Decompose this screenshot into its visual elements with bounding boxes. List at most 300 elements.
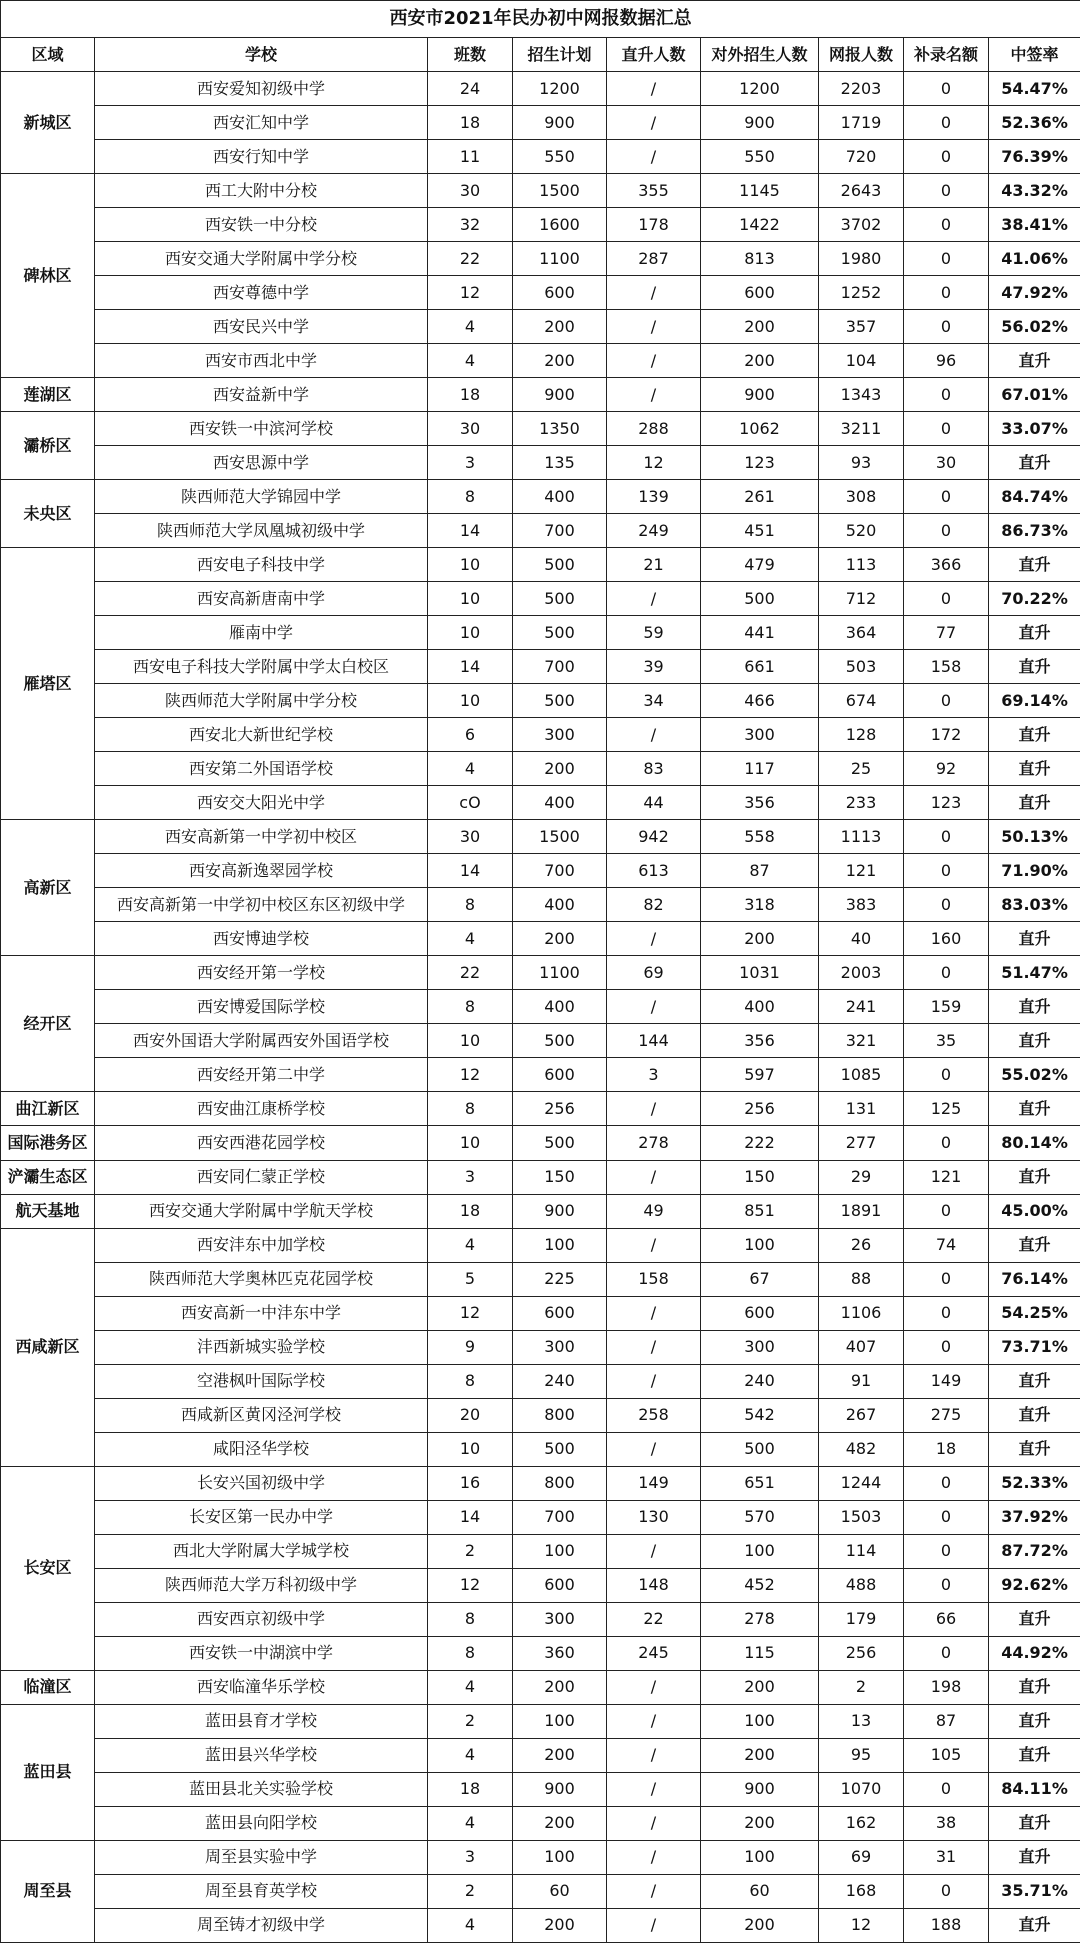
- cell-district: 国际港务区: [1, 1126, 95, 1160]
- table-row: [1, 72, 1080, 106]
- cell-school: 陕西师范大学凤凰城初级中学: [95, 514, 428, 548]
- cell-supplement: 149: [904, 1364, 989, 1398]
- cell-rate: 直升: [989, 1806, 1080, 1840]
- cell-external: 87: [701, 854, 819, 888]
- cell-applicants: 267: [819, 1398, 904, 1432]
- table-row: [1, 820, 1080, 854]
- cell-external: 123: [701, 446, 819, 480]
- cell-applicants: 233: [819, 786, 904, 820]
- cell-direct: 21: [607, 548, 701, 582]
- cell-direct: /: [607, 1534, 701, 1568]
- cell-direct: 49: [607, 1194, 701, 1228]
- cell-plan: 135: [513, 446, 607, 480]
- table-row: [1, 548, 1080, 582]
- cell-external: 441: [701, 616, 819, 650]
- cell-district: 经开区: [1, 956, 95, 1092]
- cell-rate: 54.47%: [989, 72, 1080, 106]
- cell-direct: 144: [607, 1024, 701, 1058]
- cell-rate: 直升: [989, 990, 1080, 1024]
- cell-school: 西安益新中学: [95, 378, 428, 412]
- cell-supplement: 0: [904, 174, 989, 208]
- table-row: [1, 922, 1080, 956]
- cell-external: 851: [701, 1194, 819, 1228]
- cell-supplement: 0: [904, 582, 989, 616]
- cell-applicants: 1891: [819, 1194, 904, 1228]
- cell-classes: 10: [428, 1432, 513, 1466]
- cell-school: 西安博迪学校: [95, 922, 428, 956]
- table-row: [1, 174, 1080, 208]
- table-row: [1, 1058, 1080, 1092]
- table-row: [1, 412, 1080, 446]
- table-row: [1, 616, 1080, 650]
- cell-applicants: 1343: [819, 378, 904, 412]
- cell-classes: 12: [428, 1568, 513, 1602]
- cell-supplement: 0: [904, 956, 989, 990]
- cell-classes: 4: [428, 344, 513, 378]
- cell-supplement: 0: [904, 480, 989, 514]
- cell-school: 西安行知中学: [95, 140, 428, 174]
- table-row: [1, 514, 1080, 548]
- cell-school: 西安电子科技大学附属中学太白校区: [95, 650, 428, 684]
- cell-plan: 200: [513, 922, 607, 956]
- table-row: [1, 1330, 1080, 1364]
- cell-rate: 37.92%: [989, 1500, 1080, 1534]
- cell-plan: 256: [513, 1092, 607, 1126]
- cell-supplement: 0: [904, 276, 989, 310]
- cell-plan: 700: [513, 854, 607, 888]
- cell-external: 479: [701, 548, 819, 582]
- cell-plan: 600: [513, 1568, 607, 1602]
- cell-external: 200: [701, 1806, 819, 1840]
- cell-plan: 800: [513, 1398, 607, 1432]
- cell-plan: 1100: [513, 242, 607, 276]
- cell-direct: 158: [607, 1262, 701, 1296]
- table-body: [1, 72, 1080, 1943]
- cell-applicants: 2003: [819, 956, 904, 990]
- cell-supplement: 87: [904, 1704, 989, 1738]
- cell-school: 雁南中学: [95, 616, 428, 650]
- cell-external: 466: [701, 684, 819, 718]
- cell-applicants: 321: [819, 1024, 904, 1058]
- cell-supplement: 105: [904, 1738, 989, 1772]
- cell-rate: 56.02%: [989, 310, 1080, 344]
- cell-applicants: 308: [819, 480, 904, 514]
- cell-external: 356: [701, 786, 819, 820]
- cell-external: 600: [701, 1296, 819, 1330]
- cell-school: 蓝田县北关实验学校: [95, 1772, 428, 1806]
- header-district: 区域: [1, 38, 95, 72]
- cell-classes: 8: [428, 990, 513, 1024]
- cell-direct: /: [607, 1704, 701, 1738]
- cell-rate: 直升: [989, 650, 1080, 684]
- cell-plan: 1600: [513, 208, 607, 242]
- table-row: [1, 1840, 1080, 1874]
- cell-school: 西安经开第一学校: [95, 956, 428, 990]
- cell-rate: 直升: [989, 718, 1080, 752]
- table-row: [1, 1228, 1080, 1262]
- cell-classes: 2: [428, 1874, 513, 1908]
- header-supplement: 补录名额: [904, 38, 989, 72]
- cell-school: 西安铁一中湖滨中学: [95, 1636, 428, 1670]
- cell-direct: /: [607, 1160, 701, 1194]
- cell-supplement: 0: [904, 72, 989, 106]
- cell-direct: 130: [607, 1500, 701, 1534]
- cell-classes: 6: [428, 718, 513, 752]
- cell-district: 碑林区: [1, 174, 95, 378]
- cell-direct: 278: [607, 1126, 701, 1160]
- cell-plan: 150: [513, 1160, 607, 1194]
- cell-rate: 70.22%: [989, 582, 1080, 616]
- cell-rate: 47.92%: [989, 276, 1080, 310]
- cell-supplement: 0: [904, 888, 989, 922]
- cell-classes: 16: [428, 1466, 513, 1500]
- cell-school: 西安同仁蒙正学校: [95, 1160, 428, 1194]
- cell-rate: 直升: [989, 446, 1080, 480]
- table-row: [1, 990, 1080, 1024]
- cell-plan: 400: [513, 990, 607, 1024]
- cell-external: 67: [701, 1262, 819, 1296]
- table-row: [1, 1636, 1080, 1670]
- cell-direct: 44: [607, 786, 701, 820]
- cell-district: 周至县: [1, 1840, 95, 1942]
- cell-plan: 900: [513, 106, 607, 140]
- table-row: [1, 106, 1080, 140]
- table-row: [1, 1466, 1080, 1500]
- cell-applicants: 357: [819, 310, 904, 344]
- cell-external: 240: [701, 1364, 819, 1398]
- header-applicants: 网报人数: [819, 38, 904, 72]
- cell-classes: 18: [428, 106, 513, 140]
- cell-supplement: 0: [904, 514, 989, 548]
- cell-applicants: 482: [819, 1432, 904, 1466]
- table-row: [1, 1874, 1080, 1908]
- cell-external: 661: [701, 650, 819, 684]
- table-row: [1, 1296, 1080, 1330]
- cell-applicants: 13: [819, 1704, 904, 1738]
- cell-classes: 2: [428, 1704, 513, 1738]
- cell-classes: 11: [428, 140, 513, 174]
- cell-plan: 700: [513, 514, 607, 548]
- cell-external: 500: [701, 582, 819, 616]
- cell-supplement: 0: [904, 1466, 989, 1500]
- cell-supplement: 35: [904, 1024, 989, 1058]
- cell-applicants: 25: [819, 752, 904, 786]
- cell-direct: /: [607, 1738, 701, 1772]
- cell-external: 558: [701, 820, 819, 854]
- cell-applicants: 488: [819, 1568, 904, 1602]
- cell-plan: 200: [513, 1738, 607, 1772]
- cell-plan: 400: [513, 888, 607, 922]
- cell-applicants: 277: [819, 1126, 904, 1160]
- cell-direct: 245: [607, 1636, 701, 1670]
- cell-external: 356: [701, 1024, 819, 1058]
- cell-direct: /: [607, 922, 701, 956]
- cell-school: 西安交大阳光中学: [95, 786, 428, 820]
- cell-supplement: 0: [904, 310, 989, 344]
- cell-classes: 32: [428, 208, 513, 242]
- cell-applicants: 1244: [819, 1466, 904, 1500]
- cell-applicants: 1503: [819, 1500, 904, 1534]
- cell-external: 100: [701, 1228, 819, 1262]
- cell-classes: 18: [428, 1772, 513, 1806]
- cell-district: 未央区: [1, 480, 95, 548]
- cell-supplement: 0: [904, 1058, 989, 1092]
- cell-direct: 22: [607, 1602, 701, 1636]
- cell-classes: 30: [428, 820, 513, 854]
- cell-supplement: 160: [904, 922, 989, 956]
- cell-applicants: 128: [819, 718, 904, 752]
- cell-direct: /: [607, 276, 701, 310]
- cell-supplement: 0: [904, 378, 989, 412]
- cell-supplement: 125: [904, 1092, 989, 1126]
- cell-direct: 82: [607, 888, 701, 922]
- cell-applicants: 1113: [819, 820, 904, 854]
- cell-school: 陕西师范大学万科初级中学: [95, 1568, 428, 1602]
- cell-classes: 8: [428, 1636, 513, 1670]
- cell-direct: /: [607, 106, 701, 140]
- cell-applicants: 3702: [819, 208, 904, 242]
- cell-classes: 10: [428, 1126, 513, 1160]
- cell-school: 西安沣东中加学校: [95, 1228, 428, 1262]
- cell-applicants: 1070: [819, 1772, 904, 1806]
- cell-school: 西安临潼华乐学校: [95, 1670, 428, 1704]
- cell-applicants: 520: [819, 514, 904, 548]
- cell-plan: 225: [513, 1262, 607, 1296]
- cell-plan: 60: [513, 1874, 607, 1908]
- cell-classes: 14: [428, 1500, 513, 1534]
- cell-school: 西安博爱国际学校: [95, 990, 428, 1024]
- cell-direct: 34: [607, 684, 701, 718]
- cell-classes: 12: [428, 1058, 513, 1092]
- cell-applicants: 104: [819, 344, 904, 378]
- cell-applicants: 674: [819, 684, 904, 718]
- cell-external: 651: [701, 1466, 819, 1500]
- cell-district: 航天基地: [1, 1194, 95, 1228]
- table-row: [1, 752, 1080, 786]
- cell-applicants: 2643: [819, 174, 904, 208]
- cell-rate: 52.33%: [989, 1466, 1080, 1500]
- cell-school: 周至铸才初级中学: [95, 1908, 428, 1942]
- cell-supplement: 0: [904, 1772, 989, 1806]
- cell-applicants: 29: [819, 1160, 904, 1194]
- cell-direct: /: [607, 1772, 701, 1806]
- cell-classes: 10: [428, 684, 513, 718]
- cell-rate: 直升: [989, 1398, 1080, 1432]
- cell-school: 西安高新第一中学初中校区东区初级中学: [95, 888, 428, 922]
- table-row: [1, 1194, 1080, 1228]
- cell-plan: 600: [513, 276, 607, 310]
- cell-plan: 500: [513, 1024, 607, 1058]
- cell-district: 长安区: [1, 1466, 95, 1670]
- cell-rate: 直升: [989, 922, 1080, 956]
- cell-supplement: 96: [904, 344, 989, 378]
- table-row: [1, 208, 1080, 242]
- cell-applicants: 256: [819, 1636, 904, 1670]
- cell-supplement: 18: [904, 1432, 989, 1466]
- cell-supplement: 0: [904, 1568, 989, 1602]
- cell-direct: /: [607, 582, 701, 616]
- cell-external: 1031: [701, 956, 819, 990]
- cell-supplement: 158: [904, 650, 989, 684]
- cell-rate: 84.74%: [989, 480, 1080, 514]
- cell-school: 西安高新逸翠园学校: [95, 854, 428, 888]
- cell-plan: 100: [513, 1534, 607, 1568]
- header-external: 对外招生人数: [701, 38, 819, 72]
- header-row: [1, 38, 1080, 72]
- cell-classes: 9: [428, 1330, 513, 1364]
- cell-classes: 8: [428, 1602, 513, 1636]
- table-row: [1, 446, 1080, 480]
- cell-supplement: 123: [904, 786, 989, 820]
- cell-rate: 直升: [989, 616, 1080, 650]
- table-row: [1, 1704, 1080, 1738]
- cell-direct: /: [607, 718, 701, 752]
- cell-direct: 149: [607, 1466, 701, 1500]
- cell-classes: 12: [428, 276, 513, 310]
- cell-direct: /: [607, 1296, 701, 1330]
- cell-school: 咸阳泾华学校: [95, 1432, 428, 1466]
- cell-plan: 500: [513, 684, 607, 718]
- cell-school: 沣西新城实验学校: [95, 1330, 428, 1364]
- cell-district: 雁塔区: [1, 548, 95, 820]
- cell-supplement: 0: [904, 1636, 989, 1670]
- cell-supplement: 0: [904, 854, 989, 888]
- cell-school: 西咸新区黄冈泾河学校: [95, 1398, 428, 1432]
- cell-applicants: 40: [819, 922, 904, 956]
- cell-rate: 51.47%: [989, 956, 1080, 990]
- cell-school: 西安高新一中沣东中学: [95, 1296, 428, 1330]
- cell-plan: 700: [513, 1500, 607, 1534]
- cell-applicants: 88: [819, 1262, 904, 1296]
- cell-school: 西安西港花园学校: [95, 1126, 428, 1160]
- cell-direct: /: [607, 344, 701, 378]
- cell-plan: 500: [513, 548, 607, 582]
- cell-direct: 148: [607, 1568, 701, 1602]
- cell-school: 西安交通大学附属中学航天学校: [95, 1194, 428, 1228]
- cell-plan: 400: [513, 786, 607, 820]
- cell-supplement: 0: [904, 1330, 989, 1364]
- cell-external: 570: [701, 1500, 819, 1534]
- cell-plan: 1200: [513, 72, 607, 106]
- cell-rate: 67.01%: [989, 378, 1080, 412]
- cell-school: 西安思源中学: [95, 446, 428, 480]
- cell-classes: 8: [428, 888, 513, 922]
- cell-district: 莲湖区: [1, 378, 95, 412]
- cell-supplement: 0: [904, 106, 989, 140]
- cell-classes: 4: [428, 1670, 513, 1704]
- cell-school: 西安北大新世纪学校: [95, 718, 428, 752]
- cell-external: 200: [701, 1908, 819, 1942]
- cell-classes: 3: [428, 1840, 513, 1874]
- table-row: [1, 1602, 1080, 1636]
- cell-rate: 直升: [989, 1092, 1080, 1126]
- table-row: [1, 956, 1080, 990]
- cell-external: 100: [701, 1704, 819, 1738]
- cell-external: 1145: [701, 174, 819, 208]
- cell-plan: 200: [513, 344, 607, 378]
- cell-supplement: 0: [904, 1262, 989, 1296]
- table-row: [1, 1432, 1080, 1466]
- cell-supplement: 0: [904, 1534, 989, 1568]
- cell-direct: /: [607, 72, 701, 106]
- cell-supplement: 198: [904, 1670, 989, 1704]
- cell-school: 陕西师范大学附属中学分校: [95, 684, 428, 718]
- cell-school: 周至县育英学校: [95, 1874, 428, 1908]
- cell-district: 临潼区: [1, 1670, 95, 1704]
- table-row: [1, 1568, 1080, 1602]
- cell-plan: 600: [513, 1058, 607, 1092]
- cell-direct: 613: [607, 854, 701, 888]
- cell-classes: 10: [428, 548, 513, 582]
- cell-direct: /: [607, 140, 701, 174]
- cell-external: 300: [701, 718, 819, 752]
- cell-supplement: 0: [904, 684, 989, 718]
- cell-rate: 直升: [989, 1602, 1080, 1636]
- cell-rate: 50.13%: [989, 820, 1080, 854]
- cell-school: 西安曲江康桥学校: [95, 1092, 428, 1126]
- cell-direct: 355: [607, 174, 701, 208]
- header-classes: 班数: [428, 38, 513, 72]
- cell-school: 蓝田县向阳学校: [95, 1806, 428, 1840]
- cell-external: 500: [701, 1432, 819, 1466]
- header-rate: 中签率: [989, 38, 1080, 72]
- cell-classes: cO: [428, 786, 513, 820]
- cell-rate: 直升: [989, 1024, 1080, 1058]
- cell-rate: 直升: [989, 752, 1080, 786]
- table-row: [1, 1670, 1080, 1704]
- header-plan: 招生计划: [513, 38, 607, 72]
- cell-applicants: 168: [819, 1874, 904, 1908]
- cell-plan: 100: [513, 1840, 607, 1874]
- cell-external: 600: [701, 276, 819, 310]
- cell-plan: 900: [513, 1194, 607, 1228]
- cell-classes: 8: [428, 1092, 513, 1126]
- cell-plan: 400: [513, 480, 607, 514]
- cell-school: 西安爱知初级中学: [95, 72, 428, 106]
- cell-external: 542: [701, 1398, 819, 1432]
- cell-direct: /: [607, 1330, 701, 1364]
- cell-direct: /: [607, 1228, 701, 1262]
- cell-plan: 900: [513, 378, 607, 412]
- cell-external: 200: [701, 1738, 819, 1772]
- cell-school: 长安兴国初级中学: [95, 1466, 428, 1500]
- cell-rate: 直升: [989, 548, 1080, 582]
- cell-direct: /: [607, 1364, 701, 1398]
- cell-supplement: 0: [904, 820, 989, 854]
- cell-direct: /: [607, 1432, 701, 1466]
- cell-external: 550: [701, 140, 819, 174]
- cell-applicants: 93: [819, 446, 904, 480]
- cell-direct: /: [607, 1840, 701, 1874]
- cell-external: 100: [701, 1840, 819, 1874]
- table-row: [1, 140, 1080, 174]
- cell-plan: 300: [513, 1330, 607, 1364]
- cell-direct: /: [607, 990, 701, 1024]
- cell-school: 西安高新唐南中学: [95, 582, 428, 616]
- cell-plan: 300: [513, 1602, 607, 1636]
- cell-supplement: 0: [904, 242, 989, 276]
- cell-district: 曲江新区: [1, 1092, 95, 1126]
- cell-rate: 38.41%: [989, 208, 1080, 242]
- cell-classes: 10: [428, 616, 513, 650]
- cell-school: 陕西师范大学奥林匹克花园学校: [95, 1262, 428, 1296]
- table-row: [1, 1160, 1080, 1194]
- cell-school: 西安尊德中学: [95, 276, 428, 310]
- cell-supplement: 38: [904, 1806, 989, 1840]
- cell-classes: 18: [428, 1194, 513, 1228]
- cell-rate: 44.92%: [989, 1636, 1080, 1670]
- table-row: [1, 650, 1080, 684]
